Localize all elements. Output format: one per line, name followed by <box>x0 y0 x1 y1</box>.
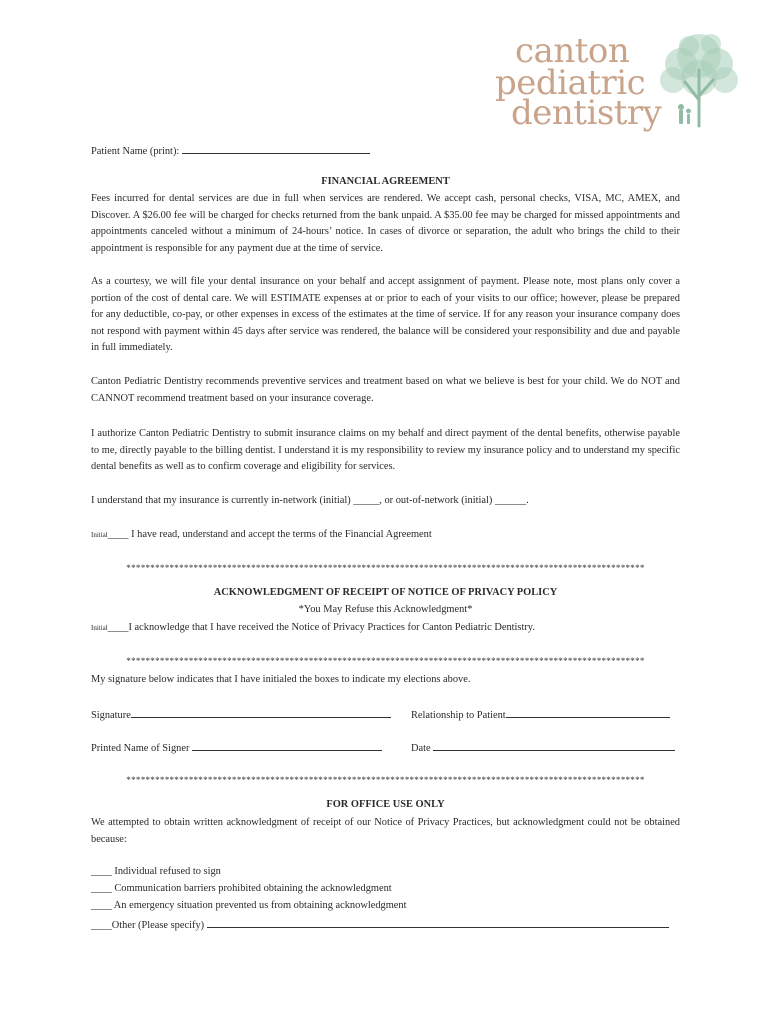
financial-paragraph-3: Canton Pediatric Dentistry recommends preventive services and treatment based on what we believe is best for your child. We do NOT and CANNOT recommend treatment based on your insurance coverage. <box>91 376 680 404</box>
office-option-other <box>91 917 669 931</box>
patient-name-row <box>91 143 370 157</box>
printed-name-label: Printed Name of Signer <box>91 743 190 754</box>
initial-label: Initial <box>91 531 108 539</box>
signature-intro: My signature below indicates that I have initialed the boxes to indicate my elections above. <box>91 674 471 685</box>
logo-line-canton: canton <box>515 31 630 71</box>
financial-agree-text: I have read, understand and accept the terms of the Financial Agreement <box>128 529 432 540</box>
privacy-title: ACKNOWLEDGMENT OF RECEIPT OF NOTICE OF PRIVACY POLICY <box>213 587 558 598</box>
network-status-line: I understand that my insurance is currently in-network (initial) _____, or out-of-network (initial) ______. <box>91 495 529 506</box>
date-row <box>411 740 675 754</box>
patient-name-field[interactable] <box>182 143 370 154</box>
relationship-label: Relationship to Patient <box>411 710 506 721</box>
financial-paragraph-4: I authorize Canton Pediatric Dentistry to submit insurance claims on my behalf and direct payment of the dental benefits, otherwise payable to me, directly payable to the billing dentist. I understand it is my responsibility to review my insurance policy and to understand my specific dental benefits as well as to confirm coverage and eligibility for services. <box>91 428 680 473</box>
privacy-initial-row <box>91 622 535 633</box>
printed-name-row <box>91 740 382 754</box>
initial-label: Initial <box>91 624 108 632</box>
office-use-title: FOR OFFICE USE ONLY <box>326 799 445 810</box>
signature-label: Signature <box>91 710 131 721</box>
privacy-ack-text: I acknowledge that I have received the Notice of Privacy Practices for Canton Pediatric Dentistry. <box>128 622 535 633</box>
office-use-intro: We attempted to obtain written acknowledgment of receipt of our Notice of Privacy Practices, but acknowledgment could not be obtained because: <box>91 817 680 845</box>
patient-name-label: Patient Name (print): <box>91 146 180 157</box>
date-field[interactable] <box>433 740 675 751</box>
office-other-field[interactable] <box>207 917 669 928</box>
office-option-3[interactable]: ____ An emergency situation prevented us from obtaining acknowledgment <box>91 900 407 911</box>
divider-3: ************************************************************************************************************ <box>126 775 645 785</box>
printed-name-field[interactable] <box>192 740 382 751</box>
signature-field[interactable] <box>131 707 391 718</box>
relationship-row <box>411 707 670 721</box>
financial-paragraph-2: As a courtesy, we will file your dental insurance on your behalf and accept assignment of payment. Please note, most plans only cover a portion of the cost of dental care. We will ESTIMATE expenses at or prior to each of your visits to our office; however, please be prepared for any deductible, co-pay, or other expenses in excess of the estimates at the time of service. If for any reason your insurance company does not respond with payment within 45 days after service was rendered, the balance will be considered your responsibility and due and payable in full immediately. <box>91 276 680 354</box>
financial-initial-row <box>91 529 432 540</box>
clinic-logo <box>495 30 745 135</box>
financial-agreement-title: FINANCIAL AGREEMENT <box>321 176 450 187</box>
office-option-2[interactable]: ____ Communication barriers prohibited obtaining the acknowledgment <box>91 883 392 894</box>
divider-2: ************************************************************************************************************ <box>126 656 645 666</box>
financial-initial-blank[interactable]: ____ <box>107 529 129 540</box>
date-label: Date <box>411 743 431 754</box>
tree-icon <box>653 30 745 130</box>
financial-paragraph-1: Fees incurred for dental services are due in full when services are rendered. We accept cash, personal checks, VISA, MC, AMEX, and Discover. A $26.00 fee will be charged for checks returned from the bank unpaid. A $35.00 fee may be charged for missed appointments and appointments canceled without a minimum of 24-hours’ notice. In cases of divorce or separation, the adult who brings the child to their appointment is responsible for any payment due at the time of service. <box>91 193 680 254</box>
divider-1: ************************************************************************************************************ <box>126 563 645 573</box>
privacy-initial-blank[interactable]: ____ <box>107 622 129 633</box>
office-other-label[interactable]: ____Other (Please specify) <box>91 920 205 931</box>
logo-line-pediatric: pediatric <box>495 63 646 103</box>
logo-line-dentistry: dentistry <box>511 93 662 133</box>
office-option-1[interactable]: ____ Individual refused to sign <box>91 866 221 877</box>
signature-row <box>91 707 391 721</box>
privacy-subtitle: *You May Refuse this Acknowledgment* <box>298 604 473 615</box>
relationship-field[interactable] <box>506 707 670 718</box>
